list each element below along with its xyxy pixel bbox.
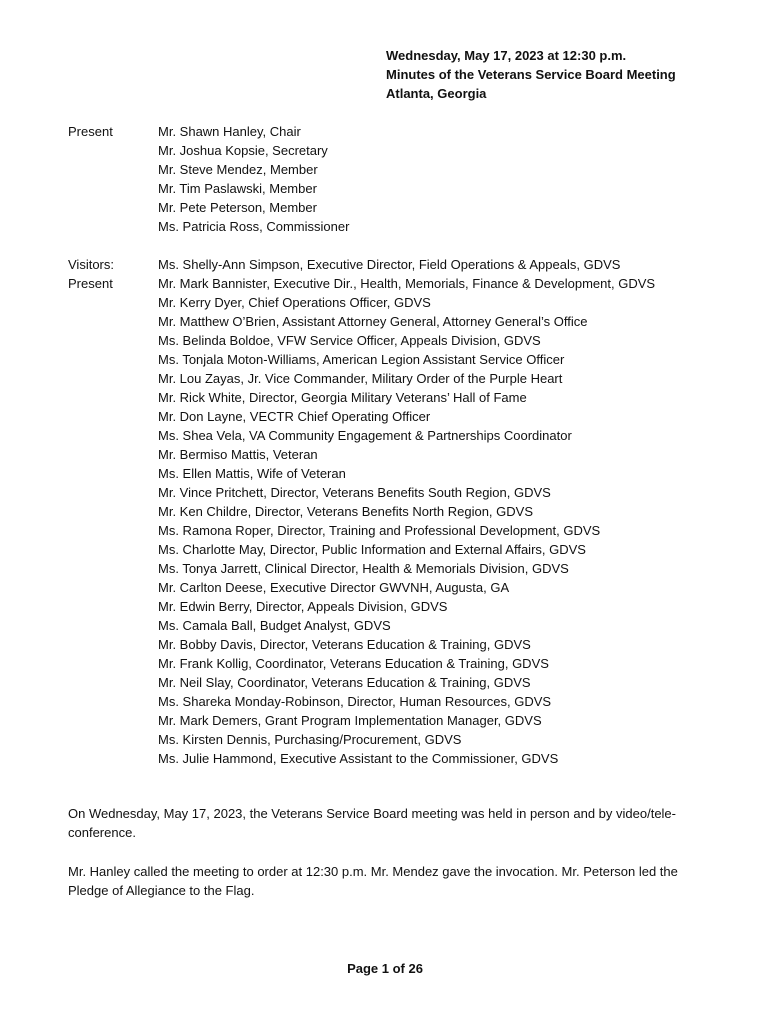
visitor: Mr. Matthew O’Brien, Assistant Attorney General, Attorney General’s Office xyxy=(158,314,588,329)
present-label: Present xyxy=(68,124,113,139)
visitor: Mr. Bermiso Mattis, Veteran xyxy=(158,447,318,462)
visitor: Mr. Lou Zayas, Jr. Vice Commander, Military Order of the Purple Heart xyxy=(158,371,563,386)
visitor: Ms. Julie Hammond, Executive Assistant to the Commissioner, GDVS xyxy=(158,751,559,766)
meeting-location: Atlanta, Georgia xyxy=(386,86,487,101)
visitor: Ms. Shea Vela, VA Community Engagement & Partnerships Coordinator xyxy=(158,428,572,443)
present-members-list xyxy=(158,122,758,236)
present-member: Mr. Pete Peterson, Member xyxy=(158,200,317,215)
visitor: Mr. Frank Kollig, Coordinator, Veterans Education & Training, GDVS xyxy=(158,656,549,671)
page-number: Page 1 of 26 xyxy=(347,961,423,976)
visitors-label-line1: Visitors: xyxy=(68,257,114,272)
visitors-list xyxy=(158,255,758,768)
visitor: Ms. Charlotte May, Director, Public Information and External Affairs, GDVS xyxy=(158,542,586,557)
present-member: Mr. Tim Paslawski, Member xyxy=(158,181,317,196)
visitor: Ms. Tonjala Moton-Williams, American Legion Assistant Service Officer xyxy=(158,352,565,367)
present-member: Ms. Patricia Ross, Commissioner xyxy=(158,219,350,234)
visitor: Ms. Camala Ball, Budget Analyst, GDVS xyxy=(158,618,391,633)
visitor: Mr. Bobby Davis, Director, Veterans Education & Training, GDVS xyxy=(158,637,531,652)
visitor: Mr. Rick White, Director, Georgia Military Veterans’ Hall of Fame xyxy=(158,390,527,405)
visitor: Mr. Vince Pritchett, Director, Veterans Benefits South Region, GDVS xyxy=(158,485,551,500)
present-member: Mr. Shawn Hanley, Chair xyxy=(158,124,301,139)
visitor: Mr. Mark Demers, Grant Program Implementation Manager, GDVS xyxy=(158,713,542,728)
visitor: Ms. Tonya Jarrett, Clinical Director, Health & Memorials Division, GDVS xyxy=(158,561,569,576)
visitor: Ms. Ellen Mattis, Wife of Veteran xyxy=(158,466,346,481)
present-member: Mr. Steve Mendez, Member xyxy=(158,162,318,177)
visitor: Mr. Don Layne, VECTR Chief Operating Officer xyxy=(158,409,431,424)
visitor: Mr. Carlton Deese, Executive Director GWVNH, Augusta, GA xyxy=(158,580,510,595)
visitors-label-line2: Present xyxy=(68,276,113,291)
visitor: Ms. Kirsten Dennis, Purchasing/Procurement, GDVS xyxy=(158,732,462,747)
visitor: Mr. Neil Slay, Coordinator, Veterans Education & Training, GDVS xyxy=(158,675,531,690)
visitors-label xyxy=(68,255,114,293)
visitor: Ms. Shareka Monday-Robinson, Director, Human Resources, GDVS xyxy=(158,694,552,709)
visitor: Mr. Kerry Dyer, Chief Operations Officer, GDVS xyxy=(158,295,431,310)
meeting-format-paragraph: On Wednesday, May 17, 2023, the Veterans Service Board meeting was held in person and by video/tele-conference. xyxy=(68,806,676,840)
call-to-order-paragraph: Mr. Hanley called the meeting to order at 12:30 p.m. Mr. Mendez gave the invocation. Mr. Peterson led the Pledge of Allegiance to the Flag. xyxy=(68,864,678,898)
visitor: Ms. Shelly-Ann Simpson, Executive Director, Field Operations & Appeals, GDVS xyxy=(158,257,621,272)
meeting-header xyxy=(386,46,676,103)
visitor: Mr. Edwin Berry, Director, Appeals Division, GDVS xyxy=(158,599,448,614)
visitor: Ms. Ramona Roper, Director, Training and Professional Development, GDVS xyxy=(158,523,601,538)
meeting-title: Minutes of the Veterans Service Board Meeting xyxy=(386,67,676,82)
visitor: Ms. Belinda Boldoe, VFW Service Officer, Appeals Division, GDVS xyxy=(158,333,541,348)
present-member: Mr. Joshua Kopsie, Secretary xyxy=(158,143,328,158)
meeting-date: Wednesday, May 17, 2023 at 12:30 p.m. xyxy=(386,48,627,63)
visitor: Mr. Ken Childre, Director, Veterans Benefits North Region, GDVS xyxy=(158,504,534,519)
visitor: Mr. Mark Bannister, Executive Dir., Health, Memorials, Finance & Development, GDVS xyxy=(158,276,656,291)
